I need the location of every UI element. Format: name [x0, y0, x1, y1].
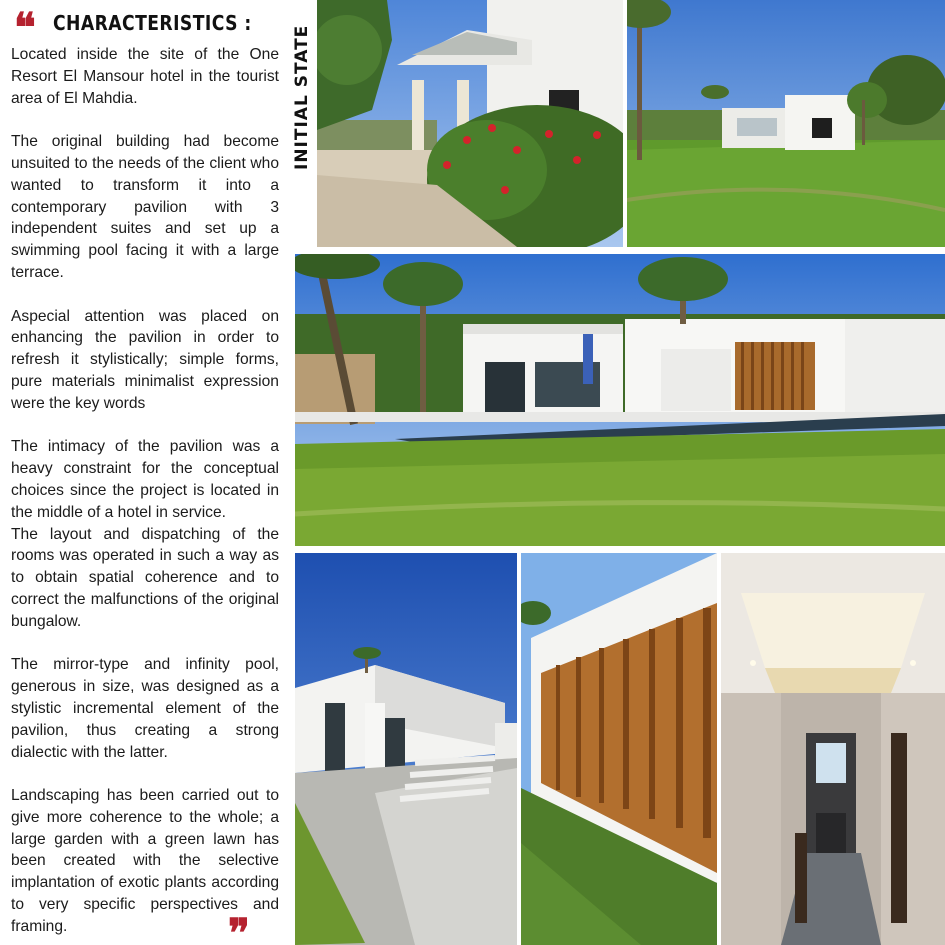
wood-slat-facade-photo	[521, 553, 717, 945]
paragraph-original-building: The original building had become unsuited to the needs of the client who wanted to transform it into a contemporary pavilion with 3 independent suites and set up a swimming pool facing it with a large terrace.	[11, 133, 279, 281]
paragraph-location: Located inside the site of the One Resort El Mansour hotel in the tourist area of El Mahdia.	[11, 46, 279, 107]
initial-state-label: INITIAL STATE	[292, 24, 312, 170]
paragraph-intimacy: The intimacy of the pavilion was a heavy constraint for the conceptual choices since the project is located in the middle of a hotel in service.	[11, 438, 279, 521]
section-heading: CHARACTERISTICS :	[53, 11, 252, 35]
description-text	[11, 44, 279, 945]
pavilion-corner-photo	[295, 553, 517, 945]
paragraph-pool: The mirror-type and infinity pool, generous in size, was designed as a stylistic incremental element of the pavilion, thus creating a strong dialectic with the latter.	[11, 656, 279, 761]
initial-bungalow-lawn-photo	[627, 0, 945, 247]
paragraph-layout: The layout and dispatching of the rooms was operated in such a way as to obtain spatial coherence and to correct the malfunctions of the original bungalow.	[11, 525, 279, 630]
text-column	[0, 0, 290, 945]
paragraph-landscaping: Landscaping has been carried out to give more coherence to the whole; a large garden with a green lawn has been created with the selective implantation of exotic plants according to very specific perspectives and framing.	[11, 787, 279, 935]
pavilion-pool-wide-photo	[295, 254, 945, 546]
interior-corridor-photo	[721, 553, 945, 945]
open-quote-icon: ❛❛	[14, 4, 32, 51]
initial-bungalow-entrance-photo	[317, 0, 623, 247]
paragraph-attention: Aspecial attention was placed on enhancing the pavilion in order to refresh it stylistically; simple forms, pure materials minimalist expression were the key words	[11, 307, 279, 412]
close-quote-icon: ❜❜	[228, 910, 246, 945]
